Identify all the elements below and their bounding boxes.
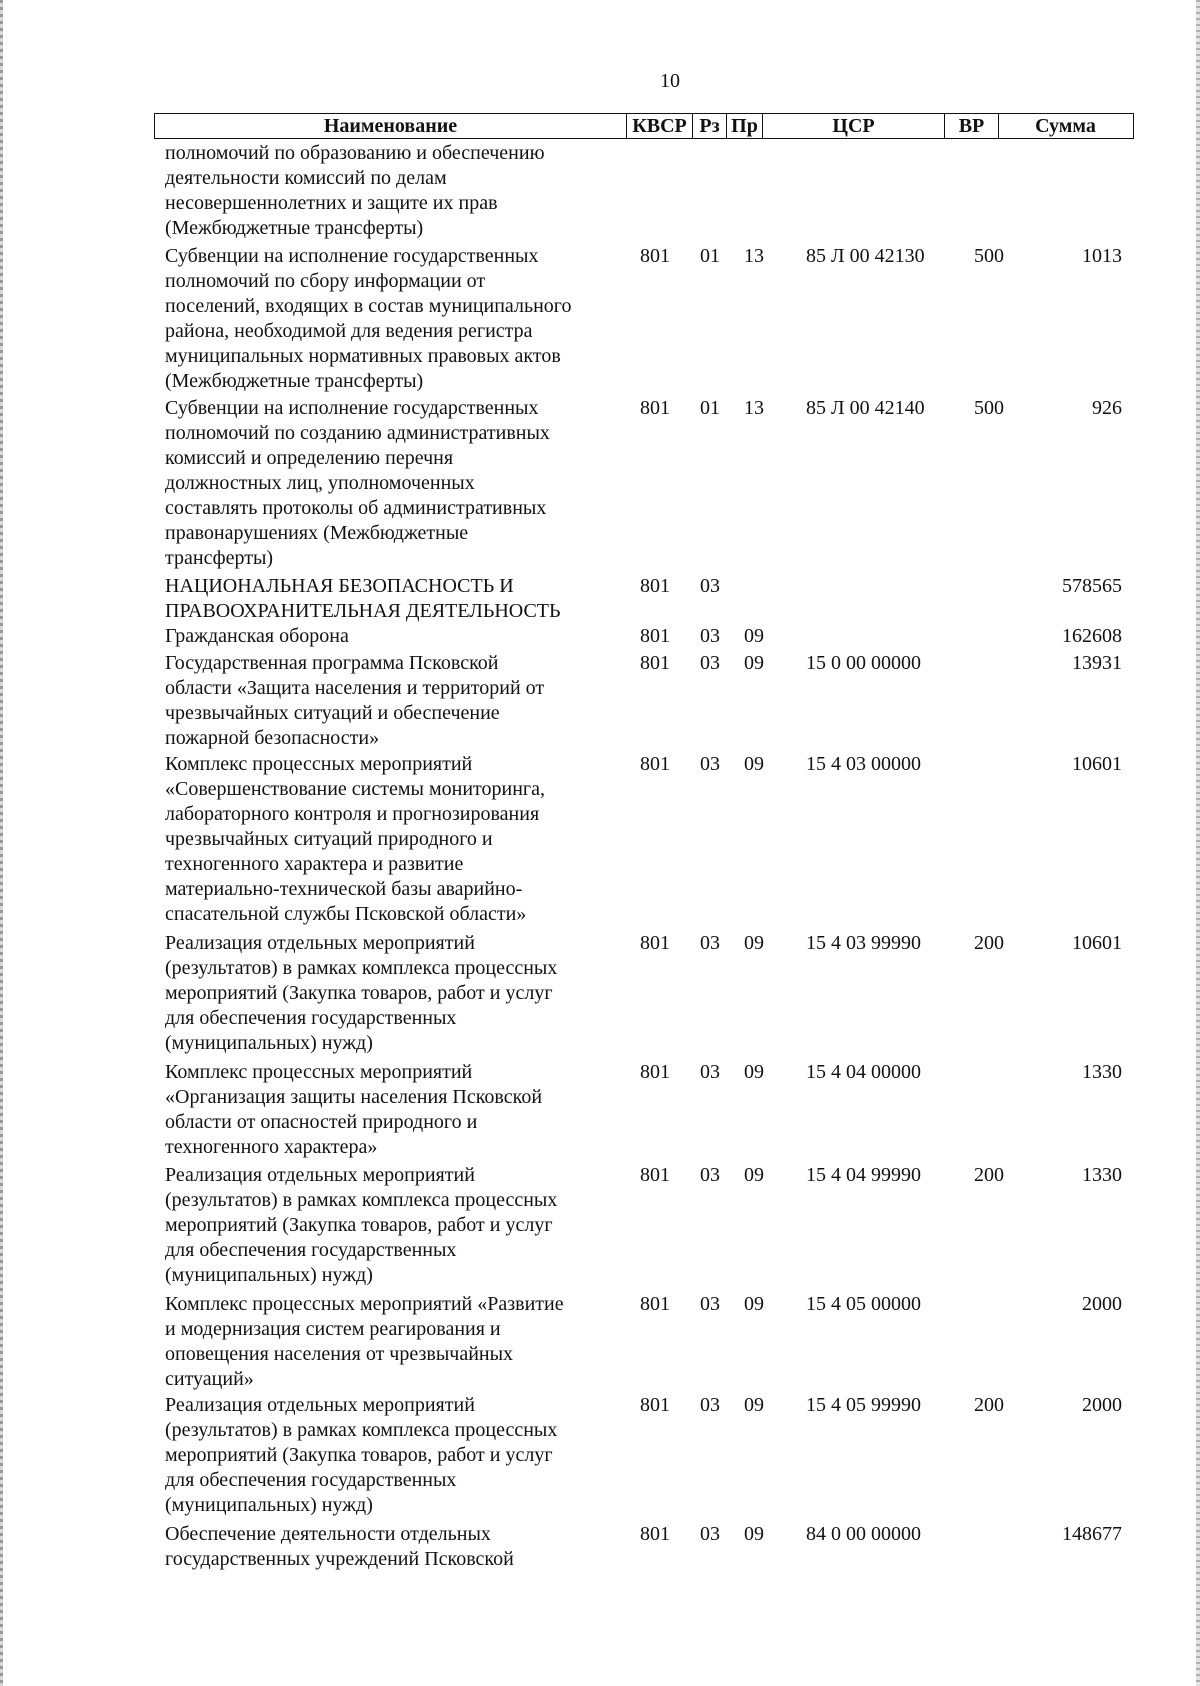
row-name-line: муниципальных нормативных правовых актов bbox=[165, 345, 561, 367]
row-name-line: «Организация защиты населения Псковской bbox=[165, 1086, 543, 1108]
row-vr: 500 bbox=[974, 397, 1004, 419]
row-pr: 09 bbox=[744, 753, 764, 775]
header-name: Наименование bbox=[155, 114, 627, 138]
row-csr: 15 4 03 00000 bbox=[806, 753, 921, 775]
row-rz: 03 bbox=[700, 932, 720, 954]
row-rz: 03 bbox=[700, 1164, 720, 1186]
row-name-line: должностных лиц, уполномоченных bbox=[165, 472, 475, 494]
row-rz: 03 bbox=[700, 1394, 720, 1416]
row-name-line: (Межбюджетные трансферты) bbox=[165, 217, 424, 239]
row-name-line: (муниципальных) нужд) bbox=[165, 1032, 373, 1054]
row-name-line: (муниципальных) нужд) bbox=[165, 1494, 373, 1516]
row-kvsr: 801 bbox=[640, 652, 670, 674]
row-name-line: Гражданская оборона bbox=[165, 625, 349, 647]
row-kvsr: 801 bbox=[640, 932, 670, 954]
row-sum: 10601 bbox=[1072, 753, 1122, 775]
row-rz: 01 bbox=[700, 245, 720, 267]
row-name-line: Комплекс процессных мероприятий bbox=[165, 1061, 473, 1083]
row-name-line: оповещения населения от чрезвычайных bbox=[165, 1343, 514, 1365]
row-sum: 1330 bbox=[1082, 1061, 1122, 1083]
row-name-line: мероприятий (Закупка товаров, работ и услуг bbox=[165, 982, 553, 1004]
row-name-line: для обеспечения государственных bbox=[165, 1007, 457, 1029]
scan-edge-right bbox=[1196, 0, 1200, 1686]
header-vr: ВР bbox=[945, 114, 999, 138]
row-name-line: трансферты) bbox=[165, 547, 274, 569]
row-sum: 1330 bbox=[1082, 1164, 1122, 1186]
row-name-line: для обеспечения государственных bbox=[165, 1239, 457, 1261]
row-pr: 09 bbox=[744, 1061, 764, 1083]
row-name bbox=[165, 1163, 625, 1288]
row-csr: 85 Л 00 42130 bbox=[806, 245, 925, 267]
row-name-line: ПРАВООХРАНИТЕЛЬНАЯ ДЕЯТЕЛЬНОСТЬ bbox=[165, 600, 561, 622]
row-vr: 200 bbox=[974, 1164, 1004, 1186]
row-pr: 09 bbox=[744, 1523, 764, 1545]
row-name-line: (результатов) в рамках комплекса процессных bbox=[165, 1419, 558, 1441]
header-sum: Сумма bbox=[1035, 115, 1096, 137]
row-kvsr: 801 bbox=[640, 575, 670, 597]
row-name bbox=[165, 574, 625, 624]
row-kvsr: 801 bbox=[640, 1061, 670, 1083]
row-csr: 15 4 03 99990 bbox=[806, 932, 921, 954]
row-name-line: НАЦИОНАЛЬНАЯ БЕЗОПАСНОСТЬ И bbox=[165, 575, 514, 597]
row-name-line: Реализация отдельных мероприятий bbox=[165, 1164, 475, 1186]
row-name-line: для обеспечения государственных bbox=[165, 1469, 457, 1491]
row-pr: 13 bbox=[744, 397, 764, 419]
row-csr: 85 Л 00 42140 bbox=[806, 397, 925, 419]
row-name bbox=[165, 931, 625, 1056]
row-name-line: Комплекс процессных мероприятий bbox=[165, 753, 473, 775]
page-number: 10 bbox=[660, 70, 680, 92]
row-name-line: спасательной службы Псковской области» bbox=[165, 903, 527, 925]
row-csr: 15 0 00 00000 bbox=[806, 652, 921, 674]
row-pr: 13 bbox=[744, 245, 764, 267]
row-rz: 03 bbox=[700, 652, 720, 674]
header-kvsr: КВСР bbox=[627, 114, 693, 138]
row-kvsr: 801 bbox=[640, 1293, 670, 1315]
row-csr: 84 0 00 00000 bbox=[806, 1523, 921, 1545]
row-csr: 15 4 05 00000 bbox=[806, 1293, 921, 1315]
row-sum: 162608 bbox=[1062, 625, 1122, 647]
row-rz: 03 bbox=[700, 1293, 720, 1315]
row-csr: 15 4 05 99990 bbox=[806, 1394, 921, 1416]
row-sum: 13931 bbox=[1072, 652, 1122, 674]
row-name-line: мероприятий (Закупка товаров, работ и услуг bbox=[165, 1214, 553, 1236]
row-rz: 01 bbox=[700, 397, 720, 419]
row-kvsr: 801 bbox=[640, 245, 670, 267]
row-rz: 03 bbox=[700, 1061, 720, 1083]
row-name bbox=[165, 1060, 625, 1160]
row-vr: 200 bbox=[974, 1394, 1004, 1416]
row-name bbox=[165, 141, 625, 241]
row-pr: 09 bbox=[744, 1164, 764, 1186]
row-sum: 10601 bbox=[1072, 932, 1122, 954]
row-name-line: комиссий и определению перечня bbox=[165, 447, 454, 469]
row-name bbox=[165, 1393, 625, 1518]
row-kvsr: 801 bbox=[640, 397, 670, 419]
row-name bbox=[165, 396, 625, 571]
row-sum: 148677 bbox=[1062, 1523, 1122, 1545]
row-sum: 2000 bbox=[1082, 1293, 1122, 1315]
row-name-line: поселений, входящих в состав муниципального bbox=[165, 295, 572, 317]
row-name-line: техногенного характера» bbox=[165, 1136, 378, 1158]
row-kvsr: 801 bbox=[640, 753, 670, 775]
row-name bbox=[165, 1522, 625, 1572]
row-name-line: «Совершенствование системы мониторинга, bbox=[165, 778, 545, 800]
row-name-line: Субвенции на исполнение государственных bbox=[165, 245, 539, 267]
row-name-line: мероприятий (Закупка товаров, работ и услуг bbox=[165, 1444, 553, 1466]
header-csr: ЦСР bbox=[763, 114, 945, 138]
row-name-line: (муниципальных) нужд) bbox=[165, 1264, 373, 1286]
row-kvsr: 801 bbox=[640, 625, 670, 647]
row-name-line: чрезвычайных ситуаций природного и bbox=[165, 828, 493, 850]
row-name bbox=[165, 1292, 625, 1392]
row-name-line: Обеспечение деятельности отдельных bbox=[165, 1523, 491, 1545]
row-csr: 15 4 04 00000 bbox=[806, 1061, 921, 1083]
row-name-line: (результатов) в рамках комплекса процессных bbox=[165, 1189, 558, 1211]
row-name-line: Реализация отдельных мероприятий bbox=[165, 1394, 475, 1416]
row-csr: 15 4 04 99990 bbox=[806, 1164, 921, 1186]
row-kvsr: 801 bbox=[640, 1164, 670, 1186]
row-vr: 500 bbox=[974, 245, 1004, 267]
row-name-line: ситуаций» bbox=[165, 1368, 254, 1390]
row-name-line: деятельности комиссий по делам bbox=[165, 167, 447, 189]
row-vr: 200 bbox=[974, 932, 1004, 954]
row-name-line: составлять протоколы об административных bbox=[165, 497, 547, 519]
row-pr: 09 bbox=[744, 1293, 764, 1315]
row-name-line: Субвенции на исполнение государственных bbox=[165, 397, 539, 419]
row-name-line: области от опасностей природного и bbox=[165, 1111, 478, 1133]
row-name-line: района, необходимой для ведения регистра bbox=[165, 320, 533, 342]
row-sum: 926 bbox=[1092, 397, 1122, 419]
row-sum: 1013 bbox=[1082, 245, 1122, 267]
row-name-line: правонарушениях (Межбюджетные bbox=[165, 522, 469, 544]
row-name-line: Комплекс процессных мероприятий «Развитие bbox=[165, 1293, 564, 1315]
row-rz: 03 bbox=[700, 625, 720, 647]
row-name-line: Государственная программа Псковской bbox=[165, 652, 499, 674]
row-sum: 578565 bbox=[1062, 575, 1122, 597]
row-rz: 03 bbox=[700, 1523, 720, 1545]
row-name-line: техногенного характера и развитие bbox=[165, 853, 464, 875]
row-pr: 09 bbox=[744, 625, 764, 647]
row-name-line: материально-технической базы аварийно- bbox=[165, 878, 523, 900]
row-pr: 09 bbox=[744, 932, 764, 954]
row-name bbox=[165, 624, 625, 649]
row-name-line: и модернизация систем реагирования и bbox=[165, 1318, 501, 1340]
row-name-line: полномочий по образованию и обеспечению bbox=[165, 142, 545, 164]
row-name-line: области «Защита населения и территорий от bbox=[165, 677, 545, 699]
table-header bbox=[154, 113, 1134, 139]
row-name-line: Реализация отдельных мероприятий bbox=[165, 932, 475, 954]
row-name bbox=[165, 651, 625, 751]
header-rz: Рз bbox=[693, 114, 727, 138]
row-rz: 03 bbox=[700, 753, 720, 775]
header-pr: Пр bbox=[727, 114, 763, 138]
row-name-line: полномочий по сбору информации от bbox=[165, 270, 486, 292]
row-name-line: полномочий по созданию административных bbox=[165, 422, 550, 444]
row-name-line: несовершеннолетних и защите их прав bbox=[165, 192, 498, 214]
row-name bbox=[165, 752, 625, 927]
row-rz: 03 bbox=[700, 575, 720, 597]
row-name-line: лабораторного контроля и прогнозирования bbox=[165, 803, 540, 825]
row-name-line: пожарной безопасности» bbox=[165, 727, 380, 749]
row-kvsr: 801 bbox=[640, 1394, 670, 1416]
row-name-line: (Межбюджетные трансферты) bbox=[165, 370, 424, 392]
scan-edge-left bbox=[0, 0, 3, 1686]
row-name-line: (результатов) в рамках комплекса процессных bbox=[165, 957, 558, 979]
row-name-line: чрезвычайных ситуаций и обеспечение bbox=[165, 702, 500, 724]
row-name bbox=[165, 244, 625, 394]
row-pr: 09 bbox=[744, 1394, 764, 1416]
row-sum: 2000 bbox=[1082, 1394, 1122, 1416]
row-name-line: государственных учреждений Псковской bbox=[165, 1548, 514, 1570]
row-pr: 09 bbox=[744, 652, 764, 674]
row-kvsr: 801 bbox=[640, 1523, 670, 1545]
